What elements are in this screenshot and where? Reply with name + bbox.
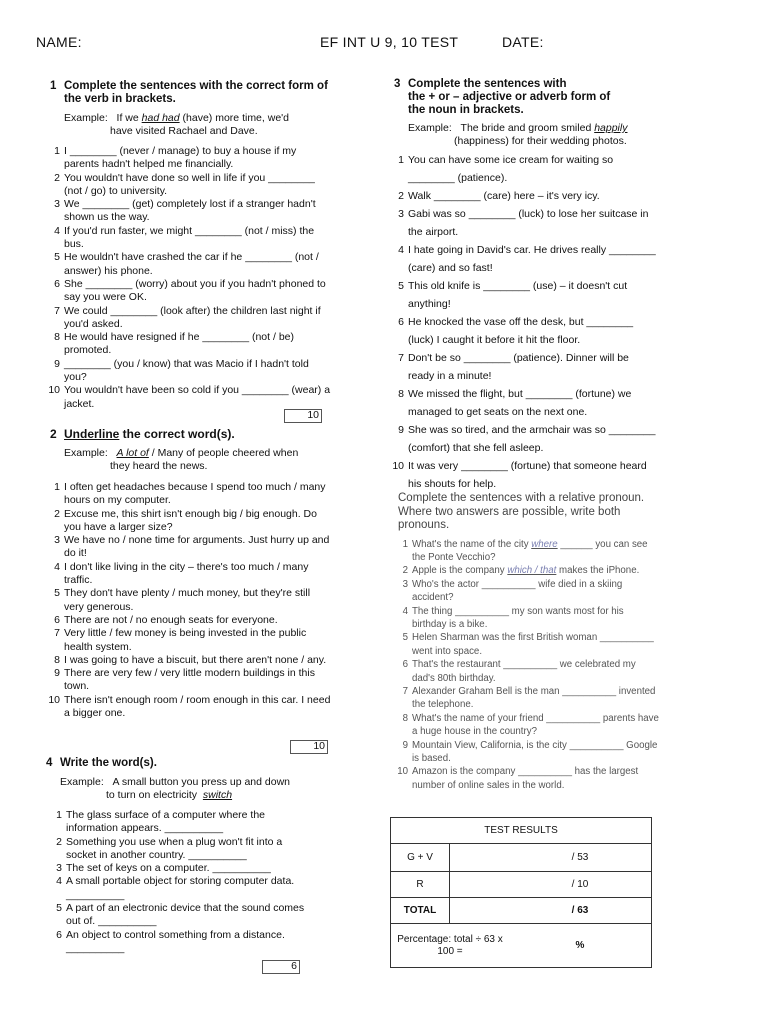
item-number: 2 (402, 565, 408, 577)
list-item (394, 457, 658, 493)
list-item (50, 251, 332, 278)
item-text: ________ (you / know) that was Macio if I hadn't told you? (64, 357, 309, 384)
item-number: 4 (54, 560, 60, 573)
item-text: Helen Sharman was the first British woman __________ went into space. (412, 632, 654, 657)
item-text: Apple is the company (412, 565, 508, 577)
item-number: 4 (56, 875, 62, 888)
list-item (50, 587, 332, 614)
item-number: 2 (56, 835, 62, 848)
item-number: 7 (398, 352, 404, 364)
item-number: 3 (56, 862, 62, 875)
list-item (52, 836, 310, 863)
test-results-title: TEST RESULTS (391, 818, 652, 844)
item-text: A small portable object for storing computer data. __________ (66, 875, 295, 901)
list-item (50, 358, 332, 385)
item-text: Walk ________ (care) here – it's very icy. (408, 190, 600, 202)
list-item (52, 875, 310, 902)
item-text: If you'd run faster, we might ________ (not / miss) the bus. (64, 224, 315, 251)
section-1-items (50, 145, 332, 411)
item-number: 6 (54, 277, 60, 290)
item-number: 3 (402, 578, 408, 590)
total-label: TOTAL (391, 898, 450, 924)
item-text: The glass surface of a computer where the information appears. __________ (66, 809, 266, 835)
item-text: What's the name of your friend __________ parents have a huge house in the country? (412, 712, 659, 738)
section-4-example: Example: A small button you press up and down to turn on electricity switch (60, 776, 290, 801)
r-value: / 10 (450, 872, 652, 898)
section-2-items (50, 481, 332, 720)
list-item (50, 198, 332, 225)
section-4 (46, 757, 310, 955)
list-item (394, 313, 658, 349)
item-number: 10 (397, 766, 408, 778)
item-number: 6 (56, 928, 62, 941)
section-3-title: 3 Complete the sentences with the + or – adjective or adverb form of the noun in brackets. (394, 78, 611, 116)
item-number: 8 (54, 653, 60, 666)
item-number: 2 (54, 171, 60, 184)
item-text: We have no / none time for arguments. Just hurry up and do it! (64, 534, 330, 560)
list-item (50, 172, 332, 199)
percentage-value: % (575, 940, 585, 951)
item-text: Very little / few money is being invested in the public health system. (64, 627, 307, 653)
item-text: This old knife is ________ (use) – it doesn't cut anything! (408, 280, 628, 310)
list-item (394, 421, 658, 457)
section-1 (48, 80, 332, 411)
list-item (52, 902, 310, 929)
item-text: I ________ (never / manage) to buy a house if my parents hadn't helped me financially. (64, 145, 297, 171)
list-item (398, 685, 660, 712)
list-item (394, 187, 658, 205)
test-title: EF INT U 9, 10 TEST (320, 34, 459, 50)
item-text: I often get headaches because I spend too much / many hours on my computer. (64, 481, 326, 507)
item-text: I was going to have a biscuit, but there aren't none / any. (64, 653, 327, 666)
list-item (50, 561, 332, 588)
item-number: 2 (398, 190, 404, 202)
list-item (50, 694, 332, 721)
section-1-title: 1 Complete the sentences with the correct form of the verb in brackets. (50, 80, 328, 105)
list-item (394, 241, 658, 277)
item-number: 10 (48, 693, 60, 706)
percentage-row (391, 924, 652, 968)
percentage-label: Percentage: total ÷ 63 x 100 = (397, 933, 503, 957)
item-number: 8 (54, 331, 60, 344)
item-text-tail: makes the iPhone. (556, 565, 640, 577)
section-1-score: 10 (284, 409, 322, 426)
name-label: NAME: (36, 34, 82, 50)
item-text: What's the name of the city (412, 538, 532, 550)
section-1-example: Example: If we had had (have) more time, we'd have visited Rachael and Dave. (64, 112, 290, 137)
list-item (50, 384, 332, 411)
item-number: 9 (54, 667, 60, 680)
item-number: 1 (54, 145, 60, 157)
item-number: 2 (54, 507, 60, 520)
item-text: She ________ (worry) about you if you hadn't phoned to say you were OK. (64, 277, 326, 304)
section-2 (48, 427, 332, 720)
item-text: They don't have plenty / much money, but they're still very generous. (64, 587, 311, 613)
item-number: 8 (398, 388, 404, 400)
example-answer: which / that (507, 565, 557, 577)
section-3 (392, 78, 658, 493)
list-item (50, 278, 332, 305)
list-item (398, 605, 660, 632)
gv-value: / 53 (450, 844, 652, 872)
relative-pronoun-items (398, 538, 660, 793)
item-text: You wouldn't have done so well in life if you ________ (not / go) to university. (64, 171, 315, 197)
list-item (398, 712, 660, 739)
list-item (50, 145, 332, 172)
section-4-score: 6 (262, 960, 300, 977)
item-number: 5 (56, 902, 62, 915)
item-number: 5 (402, 632, 408, 644)
item-number: 4 (54, 224, 60, 237)
list-item (50, 305, 332, 332)
item-number: 10 (48, 384, 60, 397)
item-number: 6 (398, 316, 404, 328)
item-text: He would have resigned if he ________ (not / be) promoted. (64, 331, 294, 357)
item-text: It was very ________ (fortune) that someone heard his shouts for help. (408, 460, 647, 490)
item-number: 3 (398, 208, 404, 220)
list-item (398, 765, 660, 792)
list-item (52, 862, 310, 875)
item-text: I hate going in David's car. He drives really ________ (care) and so fast! (408, 244, 656, 274)
item-text: The set of keys on a computer. __________ (66, 862, 271, 875)
item-text: A part of an electronic device that the sound comes out of. __________ (66, 902, 305, 928)
relative-pronoun-section (398, 492, 660, 792)
list-item (50, 654, 332, 667)
item-text: Don't be so ________ (patience). Dinner will be ready in a minute! (408, 352, 629, 382)
list-item (398, 578, 660, 605)
item-text: You can have some ice cream for waiting so ________ (patience). (408, 154, 614, 184)
item-text: Amazon is the company __________ has the largest number of online sales in the world. (412, 766, 639, 791)
item-number: 5 (54, 587, 60, 600)
item-text: The thing __________ my son wants most for his birthday is a bike. (412, 605, 624, 630)
list-item (50, 508, 332, 535)
list-item (394, 349, 658, 385)
r-label: R (391, 872, 450, 898)
section-4-title: 4 Write the word(s). (46, 757, 157, 769)
total-value: / 63 (450, 898, 652, 924)
section-2-example: Example: A lot of / Many of people cheered when they heard the news. (64, 447, 299, 472)
item-text: There isn't enough room / room enough in this car. I need a bigger one. (64, 693, 331, 720)
relative-pronoun-title: Complete the sentences with a relative pronoun. Where two answers are possible, write both pronouns. (398, 492, 645, 531)
item-text: Mountain View, California, is the city __________ Google is based. (412, 739, 658, 764)
item-text: There are not / no enough seats for everyone. (64, 613, 278, 626)
item-text: I don't like living in the city – there's too much / many traffic. (64, 560, 309, 587)
item-number: 6 (402, 659, 408, 671)
item-number: 5 (398, 280, 404, 292)
item-text: That's the restaurant __________ we celebrated my dad's 80th birthday. (412, 659, 636, 684)
item-number: 1 (56, 809, 62, 821)
list-item (398, 658, 660, 685)
list-item (50, 627, 332, 654)
item-number: 3 (54, 534, 60, 547)
example-answer: where (531, 538, 558, 550)
section-2-score: 10 (290, 740, 328, 757)
item-text: Gabi was so ________ (luck) to lose her suitcase in the airport. (408, 208, 649, 238)
list-item (398, 739, 660, 766)
list-item (52, 929, 310, 956)
list-item (50, 614, 332, 627)
item-number: 7 (402, 685, 408, 697)
date-label: DATE: (502, 34, 544, 50)
item-text: We could ________ (look after) the children last night if you'd asked. (64, 304, 321, 330)
section-2-title: 2 Underline the correct word(s). (50, 427, 235, 441)
list-item (50, 667, 332, 694)
item-number: 7 (54, 627, 60, 640)
list-item (398, 564, 660, 577)
item-text: There are very few / very little modern buildings in this town. (64, 667, 315, 693)
section-3-items (394, 151, 658, 493)
item-text: He wouldn't have crashed the car if he ________ (not / answer) his phone. (64, 251, 319, 277)
list-item (50, 481, 332, 508)
item-number: 9 (398, 424, 404, 436)
item-number: 4 (402, 605, 408, 617)
item-number: 7 (54, 304, 60, 317)
item-number: 8 (402, 712, 408, 724)
list-item (394, 277, 658, 313)
item-text: She was so tired, and the armchair was so ________ (comfort) that she fell asleep. (408, 424, 656, 454)
list-item (398, 631, 660, 658)
item-number: 1 (402, 538, 408, 550)
item-text: We ________ (get) completely lost if a stranger hadn't shown us the way. (64, 198, 316, 224)
list-item (394, 151, 658, 187)
item-number: 1 (54, 481, 60, 493)
list-item (50, 225, 332, 252)
item-text: Something you use when a plug won't fit into a socket in another country. __________ (66, 835, 283, 861)
item-text: Excuse me, this shirt isn't enough big / big enough. Do you have a larger size? (64, 507, 317, 533)
item-text: We missed the flight, but ________ (fortune) we managed to get seats on the next one. (408, 388, 632, 418)
item-number: 6 (54, 613, 60, 626)
list-item (50, 331, 332, 358)
gv-label: G + V (391, 844, 450, 872)
item-text: You wouldn't have been so cold if you ________ (wear) a jacket. (64, 384, 331, 410)
item-number: 3 (54, 198, 60, 211)
section-4-items (52, 809, 310, 955)
item-text: Who's the actor __________ wife died in a skiing accident? (412, 578, 623, 604)
item-number: 9 (54, 357, 60, 370)
item-text: An object to control something from a distance. __________ (66, 928, 285, 954)
item-number: 9 (402, 739, 408, 751)
item-number: 1 (398, 154, 404, 166)
item-number: 10 (392, 460, 404, 472)
list-item (52, 809, 310, 836)
list-item (50, 534, 332, 561)
list-item (398, 538, 660, 565)
test-results-table (390, 817, 652, 968)
list-item (394, 385, 658, 421)
section-3-example: Example: The bride and groom smiled happily (happiness) for their wedding photos. (408, 122, 628, 147)
item-text-tail: ______ you can see the Ponte Vecchio? (412, 538, 648, 563)
item-number: 5 (54, 251, 60, 264)
item-text: He knocked the vase off the desk, but ________ (luck) I caught it before it hit the floor. (408, 316, 634, 346)
item-text: Alexander Graham Bell is the man __________ invented the telephone. (412, 685, 656, 711)
list-item (394, 205, 658, 241)
item-number: 4 (398, 244, 404, 256)
